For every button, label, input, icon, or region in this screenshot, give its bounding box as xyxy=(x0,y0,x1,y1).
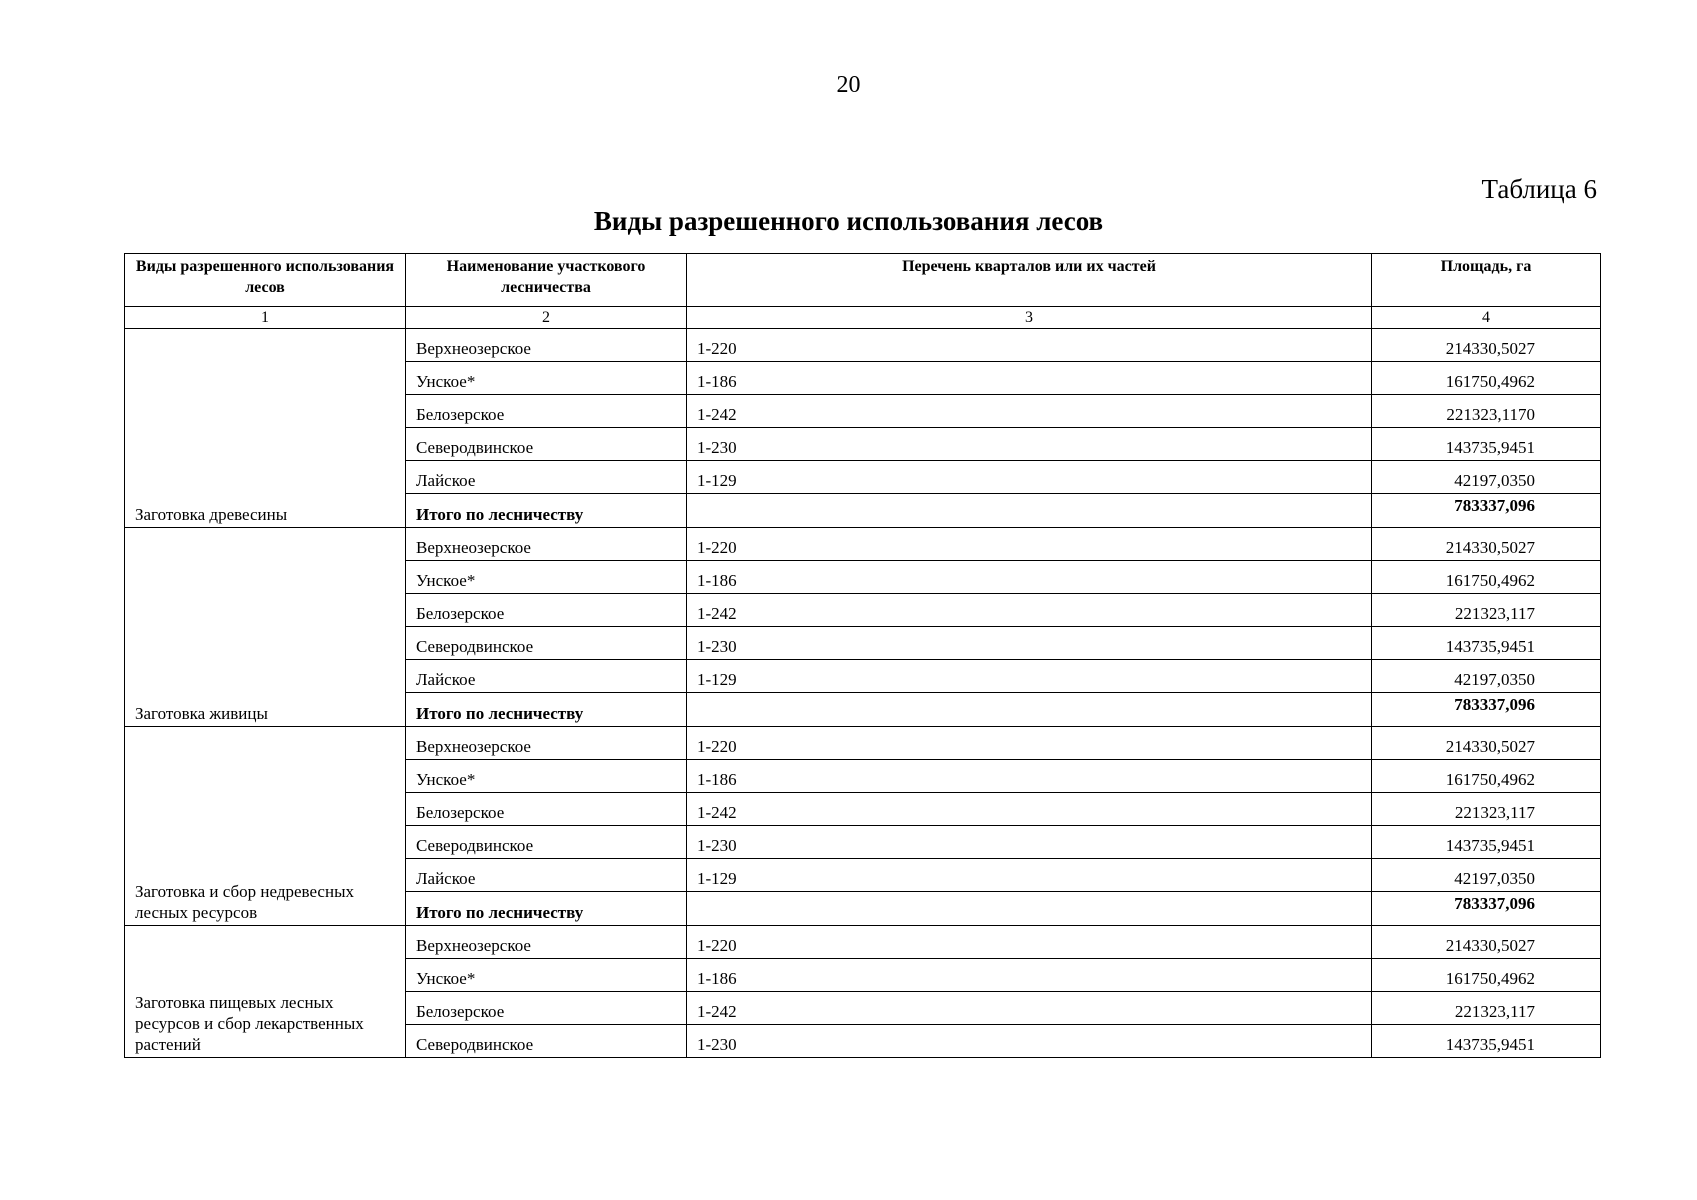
quarters-cell: 1-230 xyxy=(687,826,1372,859)
table-row xyxy=(125,528,1601,561)
forestry-name-cell: Северодвинское xyxy=(406,627,687,660)
column-number: 4 xyxy=(1372,307,1601,329)
area-cell: 783337,096 xyxy=(1372,494,1601,528)
forestry-name-cell: Верхнеозерское xyxy=(406,329,687,362)
table-header xyxy=(124,253,1601,307)
forestry-name-cell: Верхнеозерское xyxy=(406,926,687,959)
forestry-name-cell: Итого по лесничеству xyxy=(406,693,687,727)
area-cell: 221323,117 xyxy=(1372,594,1601,627)
forestry-name-cell: Северодвинское xyxy=(406,1025,687,1058)
forestry-name-cell: Северодвинское xyxy=(406,428,687,461)
forestry-name-cell: Верхнеозерское xyxy=(406,727,687,760)
quarters-cell: 1-230 xyxy=(687,428,1372,461)
page-number: 20 xyxy=(836,72,861,98)
quarters-cell: 1-186 xyxy=(687,362,1372,395)
quarters-cell: 1-220 xyxy=(687,926,1372,959)
forestry-name-cell: Северодвинское xyxy=(406,826,687,859)
category-cell: Заготовка древесины xyxy=(125,329,406,528)
area-cell: 783337,096 xyxy=(1372,693,1601,727)
area-cell: 161750,4962 xyxy=(1372,760,1601,793)
quarters-cell: 1-242 xyxy=(687,395,1372,428)
forest-use-table xyxy=(124,306,1601,1058)
header-cell-quarters: Перечень кварталов или их частей xyxy=(687,254,1372,307)
area-cell: 221323,117 xyxy=(1372,793,1601,826)
header-cell-forestry: Наименование участкового лесничества xyxy=(406,254,687,307)
quarters-cell xyxy=(687,494,1372,528)
column-number: 2 xyxy=(406,307,687,329)
quarters-cell: 1-220 xyxy=(687,727,1372,760)
quarters-cell: 1-220 xyxy=(687,528,1372,561)
area-cell: 221323,117 xyxy=(1372,992,1601,1025)
header-cell-area: Площадь, га xyxy=(1372,254,1601,307)
quarters-cell: 1-129 xyxy=(687,859,1372,892)
forestry-name-cell: Лайское xyxy=(406,461,687,494)
forestry-name-cell: Лайское xyxy=(406,859,687,892)
header-row xyxy=(125,254,1601,307)
quarters-cell: 1-242 xyxy=(687,594,1372,627)
forestry-name-cell: Белозерское xyxy=(406,395,687,428)
column-number: 1 xyxy=(125,307,406,329)
forestry-name-cell: Белозерское xyxy=(406,992,687,1025)
quarters-cell: 1-186 xyxy=(687,760,1372,793)
forestry-name-cell: Унское* xyxy=(406,561,687,594)
category-cell: Заготовка пищевых лесных ресурсов и сбор лекарственных растений xyxy=(125,926,406,1058)
forestry-name-cell: Итого по лесничеству xyxy=(406,494,687,528)
area-cell: 161750,4962 xyxy=(1372,561,1601,594)
forestry-name-cell: Лайское xyxy=(406,660,687,693)
forestry-name-cell: Белозерское xyxy=(406,793,687,826)
area-cell: 143735,9451 xyxy=(1372,428,1601,461)
area-cell: 214330,5027 xyxy=(1372,329,1601,362)
area-cell: 214330,5027 xyxy=(1372,727,1601,760)
table-row xyxy=(125,727,1601,760)
area-cell: 143735,9451 xyxy=(1372,1025,1601,1058)
forestry-name-cell: Унское* xyxy=(406,959,687,992)
table-row xyxy=(125,926,1601,959)
quarters-cell: 1-220 xyxy=(687,329,1372,362)
area-cell: 42197,0350 xyxy=(1372,859,1601,892)
column-number: 3 xyxy=(687,307,1372,329)
quarters-cell: 1-186 xyxy=(687,561,1372,594)
header-cell-category: Виды разрешенного использования лесов xyxy=(125,254,406,307)
forestry-name-cell: Белозерское xyxy=(406,594,687,627)
area-cell: 143735,9451 xyxy=(1372,627,1601,660)
table-title: Виды разрешенного использования лесов xyxy=(593,206,1104,236)
column-number-row xyxy=(125,307,1601,329)
area-cell: 42197,0350 xyxy=(1372,660,1601,693)
area-cell: 783337,096 xyxy=(1372,892,1601,926)
category-cell: Заготовка и сбор недревесных лесных ресурсов xyxy=(125,727,406,926)
area-cell: 221323,1170 xyxy=(1372,395,1601,428)
quarters-cell: 1-242 xyxy=(687,793,1372,826)
quarters-cell: 1-186 xyxy=(687,959,1372,992)
forestry-name-cell: Верхнеозерское xyxy=(406,528,687,561)
quarters-cell xyxy=(687,892,1372,926)
quarters-cell xyxy=(687,693,1372,727)
quarters-cell: 1-129 xyxy=(687,660,1372,693)
quarters-cell: 1-230 xyxy=(687,627,1372,660)
quarters-cell: 1-242 xyxy=(687,992,1372,1025)
forestry-name-cell: Итого по лесничеству xyxy=(406,892,687,926)
area-cell: 42197,0350 xyxy=(1372,461,1601,494)
area-cell: 143735,9451 xyxy=(1372,826,1601,859)
quarters-cell: 1-129 xyxy=(687,461,1372,494)
area-cell: 214330,5027 xyxy=(1372,528,1601,561)
table-label: Таблица 6 xyxy=(1481,174,1597,204)
area-cell: 161750,4962 xyxy=(1372,362,1601,395)
forestry-name-cell: Унское* xyxy=(406,760,687,793)
forestry-name-cell: Унское* xyxy=(406,362,687,395)
area-cell: 214330,5027 xyxy=(1372,926,1601,959)
quarters-cell: 1-230 xyxy=(687,1025,1372,1058)
area-cell: 161750,4962 xyxy=(1372,959,1601,992)
category-cell: Заготовка живицы xyxy=(125,528,406,727)
table-row xyxy=(125,329,1601,362)
